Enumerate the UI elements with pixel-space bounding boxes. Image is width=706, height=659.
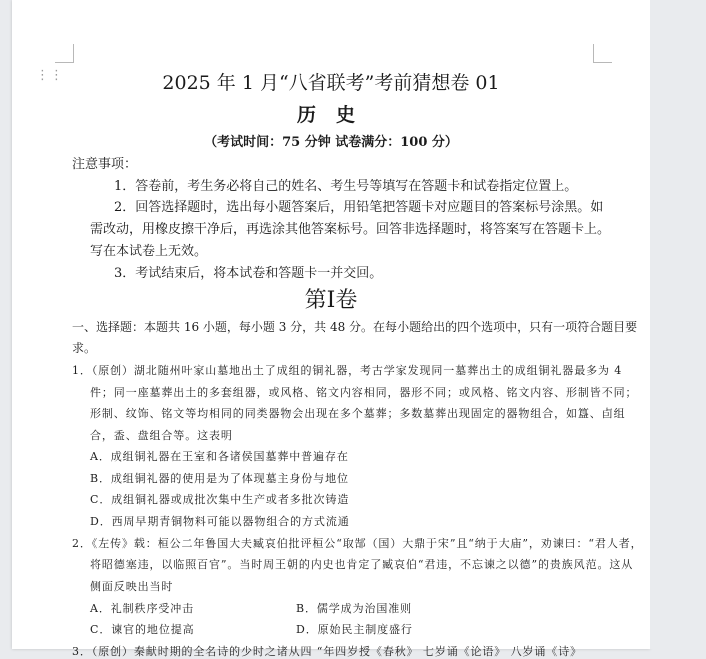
q1-option-b: B．成组铜礼器的使用是为了体现墓主身份与地位 bbox=[90, 472, 349, 485]
notice-item-2-line-2: 需改动，用橡皮擦干净后，再选涂其他答案标号。回答非选择题时，将答案写在答题卡上。 bbox=[90, 222, 611, 237]
q3-stem-line-1: 3．（原创）秦献时期的全名诗的少时之诸从四 “年四岁授《春秋》 七岁诵《论语》 八岁诵《诗》 bbox=[72, 645, 583, 658]
drag-handle-icon[interactable]: ⋮⋮ bbox=[36, 68, 64, 83]
q1-option-c: C．成组铜礼器或成批次集中生产或者多批次铸造 bbox=[90, 493, 350, 506]
q2-option-c: C．谏官的地位提高 bbox=[90, 623, 195, 636]
q1-stem-line-1: 1．（原创）湖北随州叶家山墓地出土了成组的铜礼器，考古学家发现同一墓葬出土的成组铜礼器最多为 4 bbox=[72, 364, 623, 377]
section-instructions-line-1: 一、选择题：本题共 16 小题，每小题 3 分，共 48 分。在每小题给出的四个选项中，只有一项符合题目要 bbox=[72, 320, 638, 334]
notice-item-2-line-3: 写在本试卷上无效。 bbox=[90, 244, 208, 259]
margin-corner-top-right bbox=[593, 44, 612, 63]
document-page bbox=[12, 0, 650, 658]
q1-stem-line-4: 合，盉、盘组合等。这表明 bbox=[90, 429, 233, 442]
part-title: 第Ⅰ卷 bbox=[304, 288, 358, 313]
workspace-background bbox=[650, 0, 706, 649]
q2-stem-line-2: 将昭德塞违，以临照百官”。当时周王朝的内史也肯定了臧哀伯“君违，不忘谏之以德”的贵族风范。这从 bbox=[90, 558, 634, 571]
document-title: 2025 年 1 月“八省联考”考前猜想卷 01 bbox=[162, 72, 500, 94]
q1-option-d: D．西周早期青铜物料可能以器物组合的方式流通 bbox=[90, 515, 350, 528]
q2-option-d: D．原始民主制度盛行 bbox=[296, 623, 413, 636]
q1-stem-line-3: 形制、纹饰、铭文等均相同的同类器物会出现在多个墓葬；多数墓葬出现固定的器物组合，如簋、卣组 bbox=[90, 407, 626, 420]
q1-option-a: A．成组铜礼器在王室和各诸侯国墓葬中普遍存在 bbox=[90, 450, 349, 463]
margin-corner-top-left bbox=[55, 44, 74, 63]
q2-option-b: B．儒学成为治国准则 bbox=[296, 602, 413, 615]
notice-item-1: 1．答卷前，考生务必将自己的姓名、考生号等填写在答题卡和试卷指定位置上。 bbox=[114, 179, 578, 194]
notice-heading: 注意事项： bbox=[72, 157, 138, 172]
section-instructions-line-2: 求。 bbox=[72, 341, 97, 355]
q2-stem-line-1: 2．《左传》载：桓公二年鲁国大夫臧哀伯批评桓公“取郜（国）大鼎于宋”且“纳于大庙”，劝谏曰：“君人者， bbox=[72, 537, 643, 550]
q1-stem-line-2: 件；同一座墓葬出土的多套组器，或风格、铭文内容相同，器形不同；或风格、铭文内容、形制皆不同； bbox=[90, 386, 638, 399]
exam-meta: （考试时间：75 分钟 试卷满分：100 分） bbox=[204, 135, 458, 150]
document-subject: 历史 bbox=[296, 104, 375, 126]
q2-option-a: A．礼制秩序受冲击 bbox=[90, 602, 195, 615]
notice-item-3: 3．考试结束后，将本试卷和答题卡一并交回。 bbox=[114, 266, 383, 281]
q2-stem-line-3: 侧面反映出当时 bbox=[90, 580, 174, 593]
notice-item-2-line-1: 2．回答选择题时，选出每小题答案后，用铅笔把答题卡对应题目的答案标号涂黑。如 bbox=[114, 200, 604, 215]
